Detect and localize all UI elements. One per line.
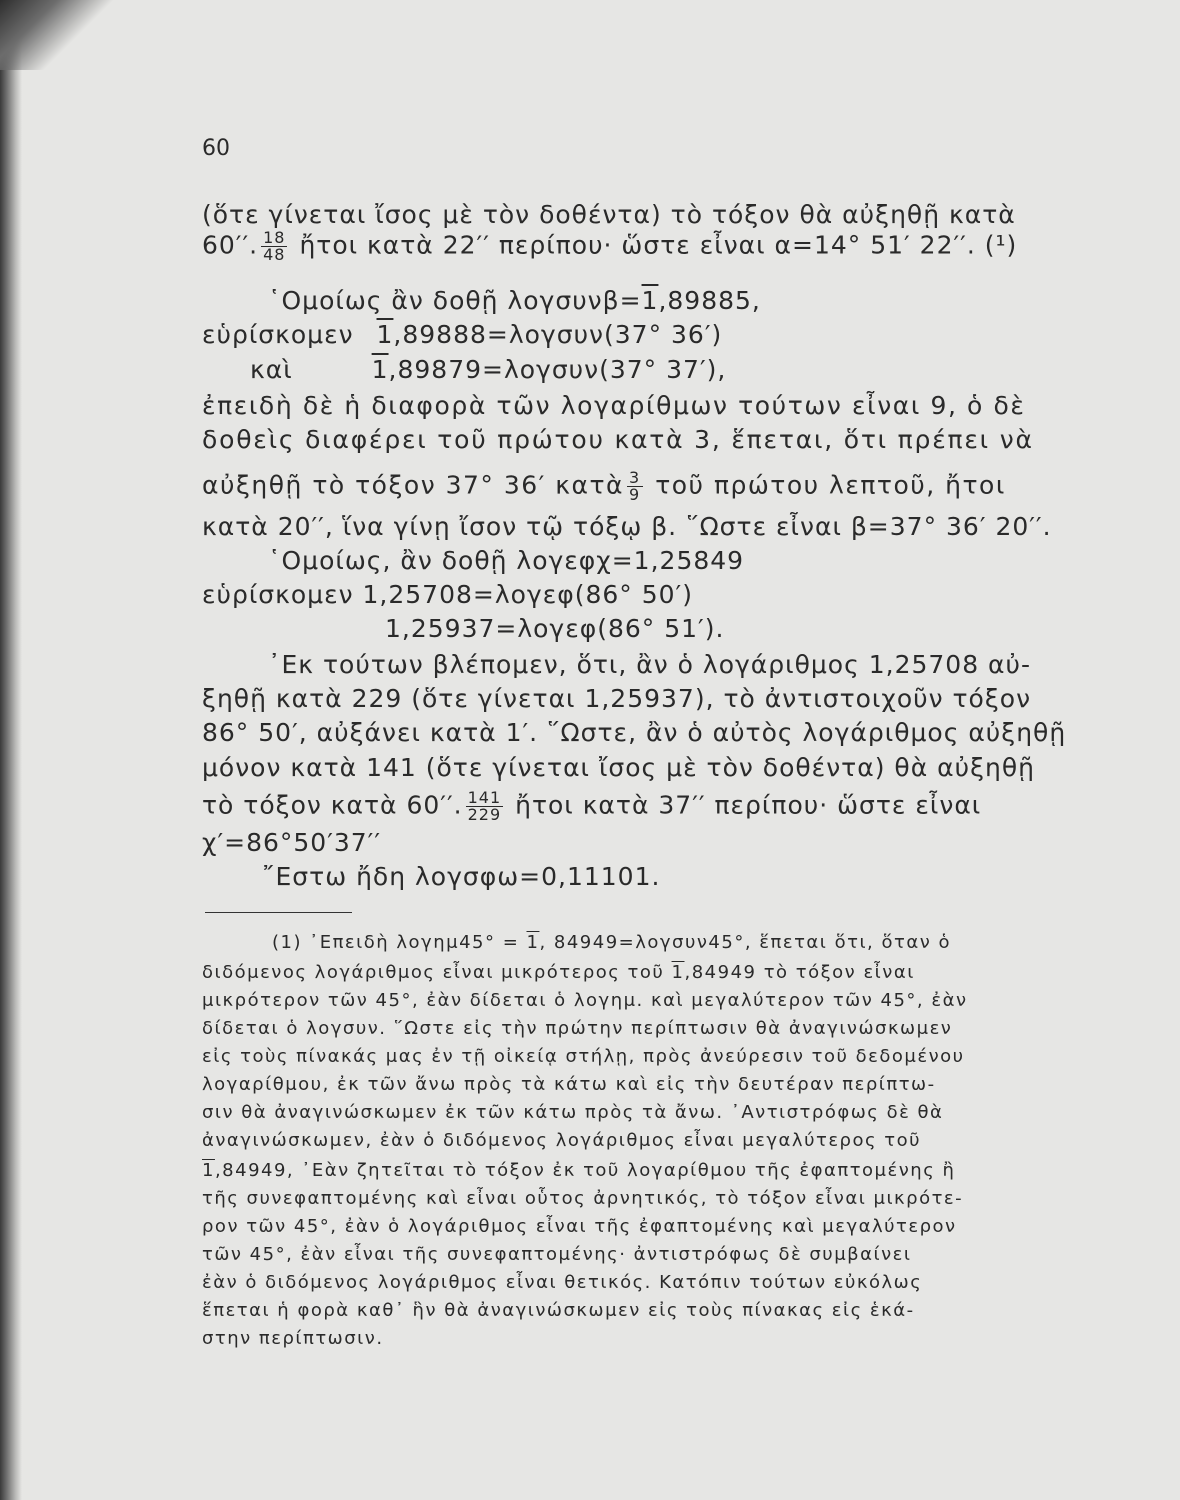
footnote-line: λογαρίθμου, ἐκ τῶν ἄνω πρὸς τὰ κάτω καὶ εἰς τὴν δευτέραν περίπτω- xyxy=(202,1074,936,1095)
text-line: ῾Ομοίως ἂν δοθῇ λογσυνβ=1,89885, xyxy=(268,286,761,315)
footnote-line: ἕπεται ἡ φορὰ καθ᾿ ἣν θὰ ἀναγινώσκωμεν εἰς τοὺς πίνακας εἰς ἑκά- xyxy=(202,1300,915,1321)
text-line: 60′′. $\frac{18}{48}$ ἤτοι κατὰ 22′′ περίπου· ὥστε εἶναι α=14° 51′ 22′′. (¹) xyxy=(202,228,1018,264)
footnote-line: ἀναγινώσκωμεν, ἐὰν ὁ διδόμενος λογάριθμος εἶναι μεγαλύτερος τοῦ xyxy=(202,1130,922,1151)
text-line: κατὰ 20′′, ἵνα γίνῃ ἴσον τῷ τόξῳ β. ῞Ωστε εἶναι β=37° 36′ 20′′. xyxy=(202,512,1052,541)
text-line: ἐπειδὴ δὲ ἡ διαφορὰ τῶν λογαρίθμων τούτων εἶναι 9, ὁ δὲ xyxy=(202,391,1026,420)
text-line: καὶ 1,89879=λογσυν(37° 37′), xyxy=(250,355,727,384)
footnote-line: (1) ᾿Επειδὴ λογημ45° = 1, 84949=λογσυν45°, ἕπεται ὅτι, ὅταν ὁ xyxy=(272,932,951,953)
footnote-line: μικρότερον τῶν 45°, ἐὰν δίδεται ὁ λογημ. καὶ μεγαλύτερον τῶν 45°, ἐὰν xyxy=(202,990,968,1011)
text-line: 86° 50′, αὐξάνει κατὰ 1′. ῞Ωστε, ἂν ὁ αὐτὸς λογάριθμος αὐξηθῇ xyxy=(202,718,1067,747)
text-line: αὐξηθῇ τὸ τόξον 37° 36′ κατὰ $\frac{3}{9}$ τοῦ πρώτου λεπτοῦ, ἤτοι xyxy=(202,468,1006,504)
footnote-line: εἰς τοὺς πίνακάς μας ἐν τῇ οἰκείᾳ στήλῃ, πρὸς ἀνεύρεσιν τοῦ δεδομένου xyxy=(202,1046,965,1067)
text-line: δοθεὶς διαφέρει τοῦ πρώτου κατὰ 3, ἕπεται, ὅτι πρέπει νὰ xyxy=(202,425,1034,454)
fraction: $\frac{3}{9}$ xyxy=(629,468,641,504)
text-line: εὑρίσκομεν 1,89888=λογσυν(37° 36′) xyxy=(202,320,723,349)
footnote-line: τῆς συνεφαπτομένης καὶ εἶναι οὗτος ἀρνητικός, τὸ τόξον εἶναι μικρότε- xyxy=(202,1188,964,1209)
text-line: 1,25937=λογεφ(86° 51′). xyxy=(385,614,725,643)
text-line: ᾿Εκ τούτων βλέπομεν, ὅτι, ἂν ὁ λογάριθμος 1,25708 αὐ- xyxy=(268,650,1032,679)
footnote-line: δίδεται ὁ λογσυν. ῞Ωστε εἰς τὴν πρώτην περίπτωσιν θὰ ἀναγινώσκωμεν xyxy=(202,1018,953,1039)
text-line: χ′=86°50′37′′ xyxy=(202,828,382,857)
text-line: (ὅτε γίνεται ἴσος μὲ τὸν δοθέντα) τὸ τόξον θὰ αὐξηθῇ κατὰ xyxy=(202,200,1016,229)
footnote-line: σιν θὰ ἀναγινώσκωμεν ἐκ τῶν κάτω πρὸς τὰ ἄνω. ᾿Αντιστρόφως δὲ θὰ xyxy=(202,1102,944,1123)
text-line: ξηθῇ κατὰ 229 (ὅτε γίνεται 1,25937), τὸ ἀντιστοιχοῦν τόξον xyxy=(202,684,1032,713)
text-line: ῾Ομοίως, ἂν δοθῇ λογεφχ=1,25849 xyxy=(268,546,745,575)
footnote-line: τῶν 45°, ἐὰν εἶναι τῆς συνεφαπτομένης· ἀντιστρόφως δὲ συμβαίνει xyxy=(202,1244,912,1265)
footnote-line: 1,84949, ᾿Εὰν ζητεῖται τὸ τόξον ἐκ τοῦ λογαρίθμου τῆς ἐφαπτομένης ἢ xyxy=(202,1160,956,1181)
text-line: τὸ τόξον κατὰ 60′′. $\frac{141}{229}$ ἤτοι κατὰ 37′′ περίπου· ὥστε εἶναι xyxy=(202,788,982,824)
footnote-line: ἐὰν ὁ διδόμενος λογάριθμος εἶναι θετικός. Κατόπιν τούτων εὐκόλως xyxy=(202,1272,923,1293)
footnote-line: διδόμενος λογάριθμος εἶναι μικρότερος τοῦ 1,84949 τὸ τόξον εἶναι xyxy=(202,962,915,983)
footnote-line: στην περίπτωσιν. xyxy=(202,1328,384,1349)
fraction: $\frac{18}{48}$ xyxy=(263,228,286,264)
page-scan-edge xyxy=(0,0,22,1500)
page-number: 60 xyxy=(202,136,230,161)
fraction: $\frac{141}{229}$ xyxy=(467,788,502,824)
page-scan-corner xyxy=(0,0,120,70)
text-line: μόνον κατὰ 141 (ὅτε γίνεται ἴσος μὲ τὸν δοθέντα) θὰ αὐξηθῇ xyxy=(202,753,1035,782)
text-line: ῎Εστω ἤδη λογσφω=0,11101. xyxy=(262,862,661,891)
footnote-line: ρον τῶν 45°, ἐὰν ὁ λογάριθμος εἶναι τῆς ἐφαπτομένης καὶ μεγαλύτερον xyxy=(202,1216,957,1237)
text-line: εὑρίσκομεν 1,25708=λογεφ(86° 50′) xyxy=(202,580,693,609)
footnote-divider xyxy=(205,912,352,913)
